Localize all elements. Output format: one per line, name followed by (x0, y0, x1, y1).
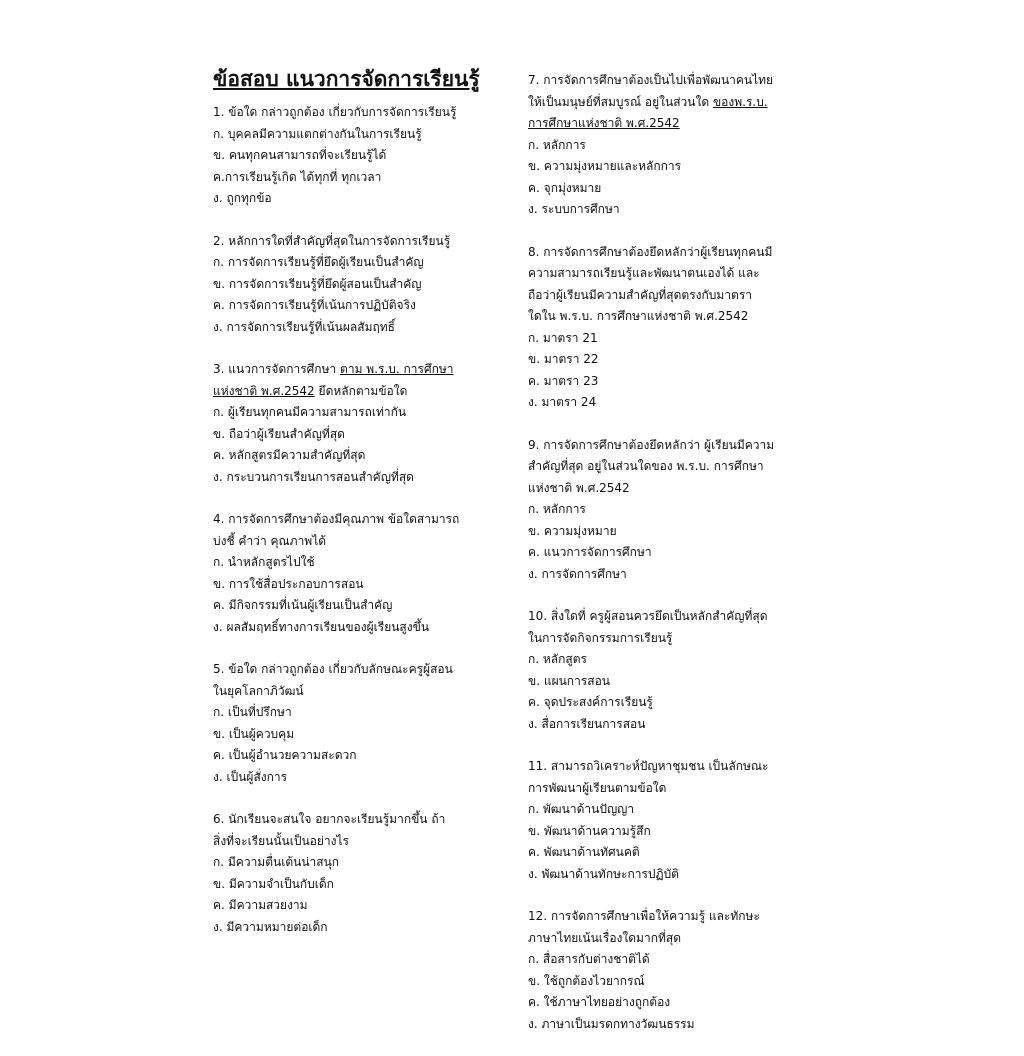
option: ก. สื่อสารกับต่างชาติได้ (528, 952, 650, 966)
option: ง. ระบบการศึกษา (528, 202, 620, 216)
question-text: ถือว่าผู้เรียนมีความสำคัญที่สุดตรงกับมาตรา (528, 287, 753, 302)
option: ง. กระบวนการเรียนการสอนสำคัญที่สุด (213, 469, 414, 484)
question-text: ความสามารถเรียนรู้และพัฒนาตนเองได้ และ (528, 266, 760, 280)
question-12 (528, 906, 828, 1035)
option: ค. การจัดการเรียนรู้ที่เน้นการปฏิบัติจริง (213, 298, 416, 312)
left-column (213, 64, 513, 959)
option: ข. พัฒนาด้านความรู้สึก (528, 823, 651, 838)
question-text: การพัฒนาผู้เรียนตามข้อใด (528, 780, 667, 795)
question-text: 6. นักเรียนจะสนใจ อยากจะเรียนรู้มากขึ้น ถ้า (213, 812, 446, 826)
question-2 (213, 231, 513, 339)
question-text: ในยุคโลกาภิวัฒน์ (213, 683, 304, 698)
option: ค. ใช้ภาษาไทยอย่างถูกต้อง (528, 995, 671, 1009)
option: ก. การจัดการเรียนรู้ที่ยึดผู้เรียนเป็นสำคัญ (213, 255, 424, 269)
right-column (528, 70, 828, 1056)
question-text: 12. การจัดการศึกษาเพื่อให้ความรู้ และทักษะ (528, 909, 760, 923)
question-text: 10. สิ่งใดที่ ครูผู้สอนควรยึดเป็นหลักสำคัญที่สุด (528, 609, 768, 623)
question-4 (213, 509, 513, 638)
option: ง. พัฒนาด้านทักษะการปฏิบัติ (528, 866, 679, 881)
option: ง. เป็นผู้สั่งการ (213, 769, 288, 784)
question-text: 3. แนวการจัดการศึกษา ตาม พ.ร.บ. การศึกษา (213, 362, 454, 376)
question-text: สำคัญที่สุด อยู่ในส่วนใดของ พ.ร.บ. การศึกษา (528, 459, 764, 473)
question-text: บ่งชี้ คำว่า คุณภาพได้ (213, 533, 327, 548)
option: ค. เป็นผู้อำนวยความสะดวก (213, 748, 357, 762)
question-11 (528, 756, 828, 885)
option: ข. เป็นผู้ควบคุม (213, 726, 295, 741)
option: ก. พัฒนาด้านปัญญา (528, 802, 635, 816)
option: ก. นำหลักสูตรไปใช้ (213, 555, 315, 569)
question-1 (213, 102, 513, 210)
option: ค. หลักสูตรมีความสำคัญที่สุด (213, 448, 366, 462)
option: ข. การใช้สื่อประกอบการสอน (213, 576, 364, 591)
question-text: ใดใน พ.ร.บ. การศึกษาแห่งชาติ พ.ศ.2542 (528, 309, 749, 323)
question-text: 1. ข้อใด กล่าวถูกต้อง เกี่ยวกับการจัดการเรียนรู้ (213, 105, 457, 119)
page-title: ข้อสอบ แนวการจัดการเรียนรู้ (213, 67, 480, 91)
question-text: แห่งชาติ พ.ศ.2542 (528, 480, 630, 495)
option: ค. มีกิจกรรมที่เน้นผู้เรียนเป็นสำคัญ (213, 598, 393, 612)
question-3 (213, 359, 513, 488)
question-text: 2. หลักการใดที่สำคัญที่สุดในการจัดการเรียนรู้ (213, 233, 451, 248)
option: ค. จุกมุ่งหมาย (528, 180, 602, 195)
option: ค.การเรียนรู้เกิด ได้ทุกที่ ทุกเวลา (213, 169, 382, 184)
option: ง. ผลสัมฤทธิ์ทางการเรียนของผู้เรียนสูงขึ้น (213, 619, 430, 634)
option: ข. ความมุ่งหมายและหลักการ (528, 159, 682, 173)
option: ข. การจัดการเรียนรู้ที่ยึดผู้สอนเป็นสำคัญ (213, 276, 422, 291)
option: ข. ถือว่าผู้เรียนสำคัญที่สุด (213, 426, 345, 441)
question-text: ภาษาไทยเน้นเรื่องใดมากที่สุด (528, 930, 681, 945)
question-text: ให้เป็นมนุษย์ที่สมบูรณ์ อยู่ในส่วนใด ของพ.ร.บ. (528, 94, 768, 109)
question-text: 11. สามารถวิเคราะห์ปัญหาชุมชน เป็นลักษณะ (528, 759, 769, 773)
option: ก. มีความตื่นเต้นน่าสนุก (213, 855, 340, 869)
question-text: แห่งชาติ พ.ศ.2542 ยึดหลักตามข้อใด (213, 383, 408, 398)
option: ข. แผนการสอน (528, 673, 610, 688)
option: ข. คนทุกคนสามารถที่จะเรียนรู้ได้ (213, 148, 387, 162)
option: ง. ถูกทุกข้อ (213, 191, 272, 205)
question-5 (213, 659, 513, 788)
question-text: การศึกษาแห่งชาติ พ.ศ.2542 (528, 116, 680, 130)
question-7 (528, 70, 828, 221)
option: ข. มีความจำเป็นกับเด็ก (213, 876, 334, 891)
option: ข. มาตรา 22 (528, 352, 599, 366)
question-10 (528, 606, 828, 735)
option: ก. เป็นที่ปรึกษา (213, 705, 292, 719)
option: ง. การจัดการเรียนรู้ที่เน้นผลสัมฤทธิ์ (213, 319, 395, 334)
option: ก. หลักการ (528, 502, 586, 516)
option: ก. ผู้เรียนทุกคนมีความสามารถเท่ากัน (213, 405, 407, 419)
option: ง. สื่อการเรียนการสอน (528, 716, 646, 731)
option: ค. มาตรา 23 (528, 373, 599, 388)
option: ค. แนวการจัดการศึกษา (528, 545, 652, 559)
option: ก. หลักการ (528, 137, 586, 152)
question-text: 8. การจัดการศึกษาต้องยึดหลักว่าผู้เรียนทุกคนมี (528, 244, 773, 259)
question-text: ในการจัดกิจกรรมการเรียนรู้ (528, 630, 673, 645)
option: ค. พัฒนาด้านทัศนคติ (528, 845, 640, 859)
question-text: สิ่งที่จะเรียนนั้นเป็นอย่างไร (213, 833, 349, 848)
question-9 (528, 435, 828, 586)
question-text: 4. การจัดการศึกษาต้องมีคุณภาพ ข้อใดสามารถ (213, 512, 460, 526)
option: ข. ความมุ่งหมาย (528, 523, 617, 538)
question-text: 7. การจัดการศึกษาต้องเป็นไปเพื่อพัฒนาคนไทย (528, 73, 774, 87)
option: ง. การจัดการศึกษา (528, 566, 627, 581)
question-6 (213, 809, 513, 938)
question-8 (528, 242, 828, 414)
option: ค. มีความสวยงาม (213, 898, 308, 912)
option: ข. ใช้ถูกต้องไวยากรณ์ (528, 973, 645, 988)
option: ค. จุดประสงค์การเรียนรู้ (528, 695, 653, 709)
question-text: 5. ข้อใด กล่าวถูกต้อง เกี่ยวกับลักษณะครูผู้สอน (213, 662, 453, 676)
option: ก. บุคคลมีความแตกต่างกันในการเรียนรู้ (213, 126, 422, 141)
option: ก. มาตรา 21 (528, 330, 598, 345)
option: ก. หลักสูตร (528, 652, 587, 666)
question-text: 9. การจัดการศึกษาต้องยึดหลักว่า ผู้เรียนมีความ (528, 437, 775, 452)
option: ง. ภาษาเป็นมรดกทางวัฒนธรรม (528, 1016, 695, 1031)
option: ง. มีความหมายต่อเด็ก (213, 919, 328, 934)
option: ง. มาตรา 24 (528, 395, 597, 409)
